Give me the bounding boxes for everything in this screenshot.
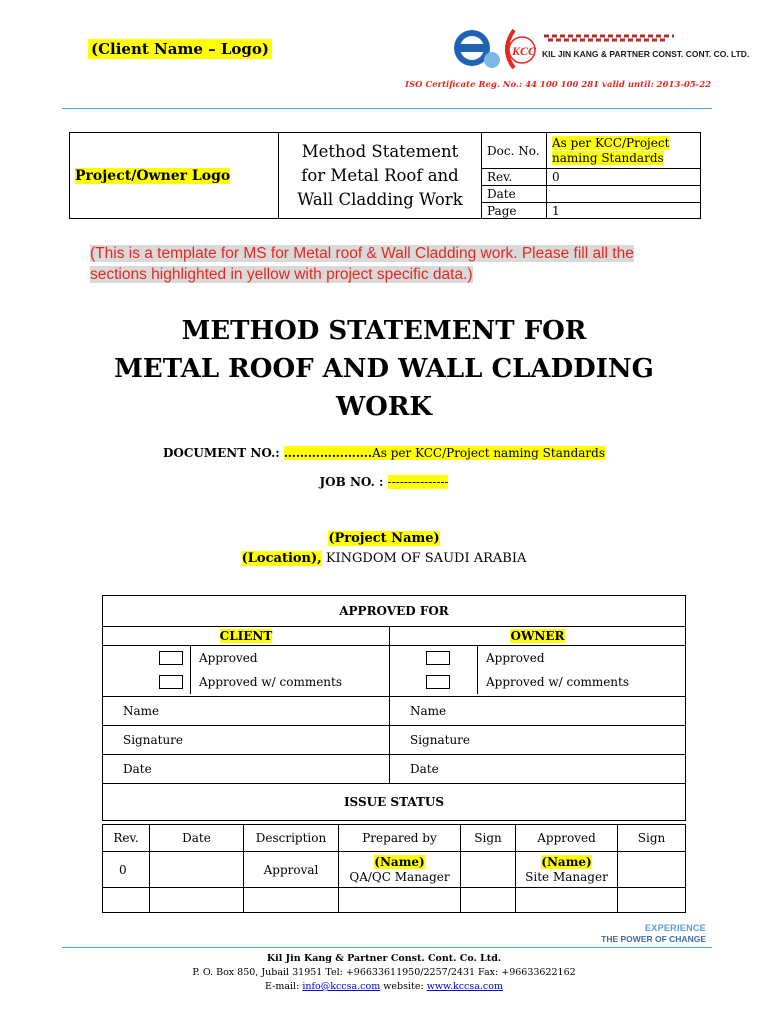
approved-by-name: (Name) <box>541 854 592 869</box>
main-title-line: METAL ROOF AND WALL CLADDING <box>114 354 654 384</box>
approved-sign-cell[interactable] <box>618 852 686 888</box>
owner-signature-field[interactable]: Signature <box>390 726 686 755</box>
method-statement-title-cell <box>279 133 482 219</box>
client-signature-field[interactable]: Signature <box>103 726 390 755</box>
owner-approved-comments-checkbox[interactable] <box>426 675 450 689</box>
ms-title-line: Method Statement <box>301 141 459 161</box>
website-label: website: <box>383 981 424 992</box>
issue-date-cell[interactable] <box>150 852 244 888</box>
client-name-field[interactable]: Name <box>103 697 390 726</box>
template-instruction-note <box>90 243 690 285</box>
col-header-date: Date <box>150 825 244 852</box>
job-number-value: --------------- <box>387 475 449 489</box>
footer-address: P. O. Box 850, Jubail 31951 Tel: +96633611950/2257/2431 Fax: +96633622162 <box>192 967 576 978</box>
blank-cell[interactable] <box>244 888 339 913</box>
prepared-by-role: QA/QC Manager <box>349 869 450 884</box>
option-label: Approved w/ comments <box>190 670 342 694</box>
owner-approved-checkbox[interactable] <box>426 651 450 665</box>
client-approved-checkbox[interactable] <box>159 651 183 665</box>
power-of-change-text: THE POWER OF CHANGE <box>601 934 706 944</box>
template-note-text: (This is a template for MS for Metal roof & Wall Cladding work. Please fill all the sections highlighted in yellow with project specific data.) <box>90 245 634 283</box>
iso-certificate-text: ISO Certificate Reg. No.: 44 100 100 281 valid until: 2013-05-22 <box>405 80 712 90</box>
date-label: Date <box>482 186 547 203</box>
project-name-line <box>0 531 768 546</box>
document-number-dots: …………………. <box>283 446 373 460</box>
approved-by-role: Site Manager <box>525 869 608 884</box>
project-name-placeholder: (Project Name) <box>328 531 440 546</box>
blank-cell[interactable] <box>339 888 461 913</box>
issue-status-table <box>102 824 686 913</box>
svg-text:KCC: KCC <box>512 44 537 58</box>
doc-no-value: As per KCC/Project naming Standards <box>552 135 670 165</box>
owner-approval-options <box>390 646 686 697</box>
rev-value: 0 <box>547 169 701 186</box>
experience-tagline <box>600 923 706 945</box>
prepared-by-name: (Name) <box>374 854 425 869</box>
kcc-logo-icon <box>452 22 750 72</box>
approvals-table <box>102 595 686 821</box>
issue-description-cell: Approval <box>244 852 339 888</box>
document-main-title <box>40 312 728 426</box>
blank-cell[interactable] <box>516 888 618 913</box>
blank-cell[interactable] <box>461 888 516 913</box>
blank-cell[interactable] <box>618 888 686 913</box>
document-number-text: As per KCC/Project naming Standards <box>372 446 605 460</box>
client-approved-comments-checkbox[interactable] <box>159 675 183 689</box>
option-label: Approved w/ comments <box>477 670 629 694</box>
document-info-table <box>69 132 701 219</box>
owner-name-field[interactable]: Name <box>390 697 686 726</box>
owner-option-approved <box>426 646 545 670</box>
footer-company-name: Kil Jin Kang & Partner Const. Cont. Co. Ltd. <box>266 953 502 964</box>
doc-no-value-cell <box>547 133 701 169</box>
owner-date-field[interactable]: Date <box>390 755 686 784</box>
owner-option-approved-comments <box>426 670 629 694</box>
email-link[interactable]: info@kccsa.com <box>302 981 381 992</box>
client-header <box>103 627 390 646</box>
client-name-logo-placeholder: (Client Name – Logo) <box>88 39 272 59</box>
website-link[interactable]: www.kccsa.com <box>426 981 503 992</box>
doc-no-label: Doc. No. <box>482 133 547 169</box>
option-label: Approved <box>477 646 545 670</box>
prepared-sign-cell[interactable] <box>461 852 516 888</box>
project-owner-logo-placeholder: Project/Owner Logo <box>75 167 231 184</box>
owner-label: OWNER <box>510 629 565 643</box>
footer-contact <box>0 980 768 994</box>
client-label: CLIENT <box>219 629 273 643</box>
experience-text: EXPERIENCE <box>644 923 706 933</box>
job-number-line <box>0 475 768 489</box>
blank-cell[interactable] <box>150 888 244 913</box>
approved-for-title: APPROVED FOR <box>103 596 686 627</box>
issue-approved-by-cell <box>516 852 618 888</box>
date-value <box>547 186 701 203</box>
main-title-line: WORK <box>335 392 433 422</box>
document-number-label: DOCUMENT NO.: <box>163 446 280 460</box>
header-divider <box>62 108 712 109</box>
ms-title-line: for Metal Roof and <box>301 165 459 185</box>
col-header-sign: Sign <box>461 825 516 852</box>
col-header-approved: Approved <box>516 825 618 852</box>
rev-label: Rev. <box>482 169 547 186</box>
col-header-prepared-by: Prepared by <box>339 825 461 852</box>
issue-rev-cell: 0 <box>103 852 150 888</box>
footer-divider <box>62 947 712 948</box>
document-number-line <box>0 446 768 460</box>
issue-prepared-by-cell <box>339 852 461 888</box>
project-owner-logo-cell <box>70 133 279 219</box>
page-value: 1 <box>547 203 701 219</box>
job-number-label: JOB NO. : <box>319 475 384 489</box>
ms-title-line: Wall Cladding Work <box>297 189 463 209</box>
blank-cell[interactable] <box>103 888 150 913</box>
issue-status-title: ISSUE STATUS <box>103 784 686 821</box>
location-placeholder: (Location), <box>241 551 322 566</box>
col-header-rev: Rev. <box>103 825 150 852</box>
option-label: Approved <box>190 646 258 670</box>
client-option-approved-comments <box>159 670 342 694</box>
col-header-sign: Sign <box>618 825 686 852</box>
location-line <box>0 551 768 566</box>
document-number-value <box>284 446 605 460</box>
client-option-approved <box>159 646 258 670</box>
page-label: Page <box>482 203 547 219</box>
client-approval-options <box>103 646 390 697</box>
svg-text:KIL JIN KANG & PARTNER CONST.: KIL JIN KANG & PARTNER CONST. CONT. CO. LTD. <box>542 49 750 59</box>
col-header-description: Description <box>244 825 339 852</box>
location-country: KINGDOM OF SAUDI ARABIA <box>325 551 527 566</box>
owner-header <box>390 627 686 646</box>
email-label: E-mail: <box>265 981 300 992</box>
client-date-field[interactable]: Date <box>103 755 390 784</box>
company-logo <box>452 22 750 72</box>
main-title-line: METHOD STATEMENT FOR <box>181 316 587 346</box>
